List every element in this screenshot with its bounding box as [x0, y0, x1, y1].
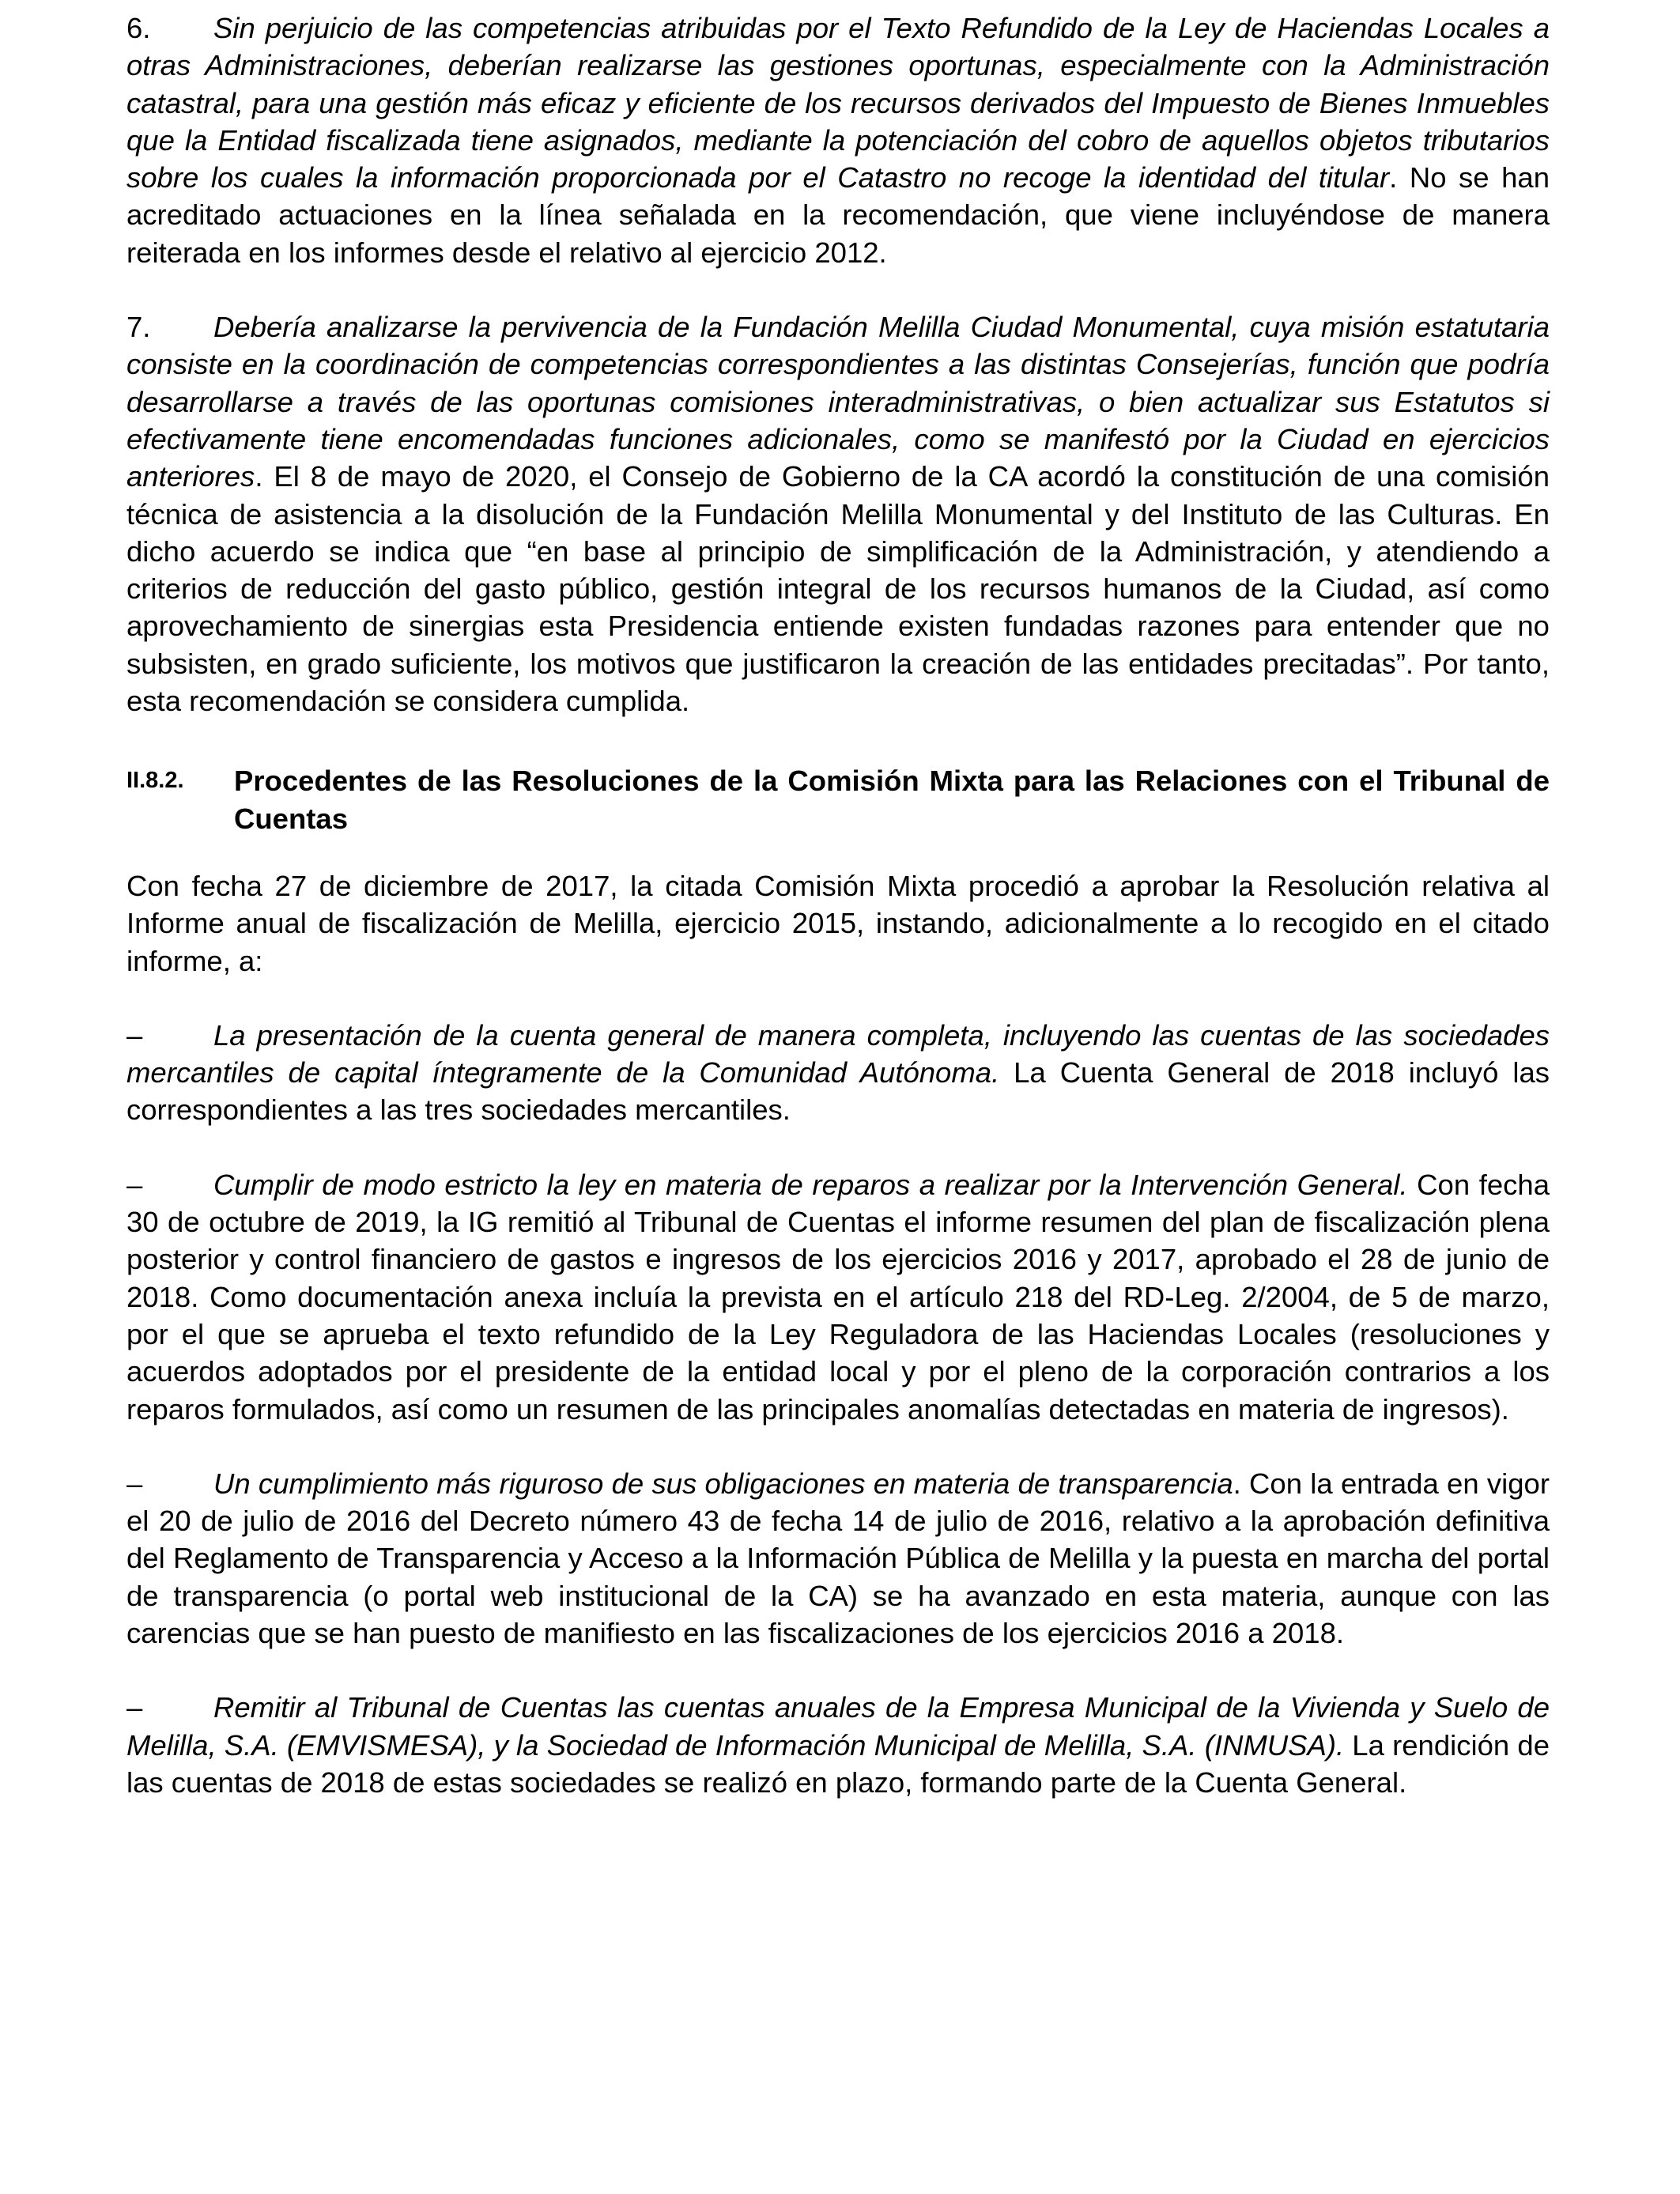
list-item — [126, 1017, 1550, 1129]
section-number: II.8.2. — [126, 768, 184, 794]
bullet-status: La Cuenta General de 2018 incluyó las correspondientes a las tres sociedades mercantiles. — [126, 1056, 1550, 1127]
bullet-instruction: Cumplir de modo estricto la ley en materia de reparos a realizar por la Intervención General. — [213, 1168, 1408, 1201]
dash-bullet: – — [126, 1018, 143, 1052]
recommendation-status: . No se han acreditado actuaciones en la línea señalada en la recomendación, que viene incluyéndose de manera reiterada en los informes desde el relativo al ejercicio 2012. — [126, 161, 1550, 269]
bullet-status: La rendición de las cuentas de 2018 de estas sociedades se realizó en plazo, formando parte de la Cuenta General. — [126, 1728, 1550, 1799]
recommendation-status: . El 8 de mayo de 2020, el Consejo de Gobierno de la CA acordó la constitución de una comisión técnica de asistencia a la disolución de la Fundación Melilla Monumental y del Instituto de las Culturas. En dicho acuerdo se indica que “en base al principio de simplificación de la Administración, y atendiendo a criterios de reducción del gasto público, gestión integral de los recursos humanos de la Ciudad, así como aprovechamiento de sinergias esta Presidencia entiende existen fundadas razones para entender que no subsisten, en grado suficiente, los motivos que justificaron la creación de las entidades precitadas”. Por tanto, esta recomendación se considera cumplida. — [126, 460, 1550, 718]
bullet-instruction: La presentación de la cuenta general de manera completa, incluyendo las cuentas de las sociedades mercantiles de capital íntegramente de la Comunidad Autónoma. — [126, 1018, 1550, 1089]
list-item — [126, 1465, 1550, 1652]
recommendation-7 — [126, 308, 1550, 719]
document-page — [126, 9, 1550, 1801]
recommendation-text: Debería analizarse la pervivencia de la Fundación Melilla Ciudad Monumental, cuya misión estatutaria consiste en la coordinación de competencias correspondientes a las distintas Consejerías, función que podría desarrollarse a través de las oportunas comisiones interadministrativas, o bien actualizar sus Estatutos si efectivamente tiene encomendadas funciones adicionales, como se manifestó por la Ciudad en ejercicios anteriores — [126, 311, 1550, 493]
bullet-instruction: Un cumplimiento más riguroso de sus obligaciones en materia de transparencia — [213, 1467, 1233, 1500]
item-number: 6. — [126, 12, 151, 44]
dash-bullet: – — [126, 1168, 143, 1201]
recommendation-6 — [126, 9, 1550, 271]
dash-bullet: – — [126, 1467, 143, 1500]
recommendation-text: Sin perjuicio de las competencias atribuidas por el Texto Refundido de la Ley de Haciendas Locales a otras Administraciones, deberían realizarse las gestiones oportunas, especialmente con la Administración catastral, para una gestión más eficaz y eficiente de los recursos derivados del Impuesto de Bienes Inmuebles que la Entidad fiscalizada tiene asignados, mediante la potenciación del cobro de aquellos objetos tributarios sobre los cuales la información proporcionada por el Catastro no recoge la identidad del titular — [126, 12, 1550, 194]
bullet-instruction: Remitir al Tribunal de Cuentas las cuentas anuales de la Empresa Municipal de la Vivienda y Suelo de Melilla, S.A. (EMVISMESA), y la Sociedad de Información Municipal de Melilla, S.A. (INMUSA). — [126, 1691, 1550, 1762]
list-item — [126, 1689, 1550, 1801]
dash-bullet: – — [126, 1691, 143, 1724]
section-title: Procedentes de las Resoluciones de la Comisión Mixta para las Relaciones con el Tribunal de Cuentas — [234, 765, 1550, 835]
list-item — [126, 1166, 1550, 1428]
section-heading — [126, 762, 1550, 837]
item-number: 7. — [126, 311, 151, 344]
section-intro: Con fecha 27 de diciembre de 2017, la citada Comisión Mixta procedió a aprobar la Resolución relativa al Informe anual de fiscalización de Melilla, ejercicio 2015, instando, adicionalmente a lo recogido en el citado informe, a: — [126, 869, 1550, 977]
bullet-status: Con fecha 30 de octubre de 2019, la IG remitió al Tribunal de Cuentas el informe resumen del plan de fiscalización plena posterior y control financiero de gastos e ingresos de los ejercicios 2016 y 2017, aprobado el 28 de junio de 2018. Como documentación anexa incluía la prevista en el artículo 218 del RD-Leg. 2/2004, de 5 de marzo, por el que se aprueba el texto refundido de la Ley Reguladora de las Haciendas Locales (resoluciones y acuerdos adoptados por el presidente de la entidad local y por el pleno de la corporación contrarios a los reparos formulados, así como un resumen de las principales anomalías detectadas en materia de ingresos). — [126, 1168, 1550, 1426]
bullet-status: . Con la entrada en vigor el 20 de julio de 2016 del Decreto número 43 de fecha 14 de julio de 2016, relativo a la aprobación definitiva del Reglamento de Transparencia y Acceso a la Información Pública de Melilla y la puesta en marcha del portal de transparencia (o portal web institucional de la CA) se ha avanzado en esta materia, aunque con las carencias que se han puesto de manifiesto en las fiscalizaciones de los ejercicios 2016 a 2018. — [126, 1467, 1550, 1649]
